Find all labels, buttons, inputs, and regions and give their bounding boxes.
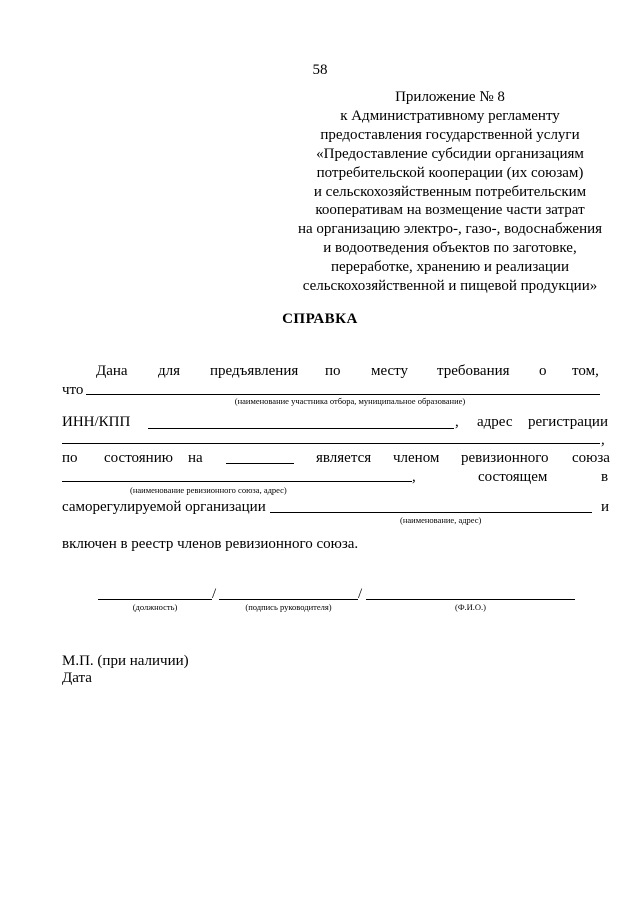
word: на (188, 450, 203, 466)
appendix-line: переработке, хранению и реализации (330, 259, 569, 276)
word: о (539, 363, 547, 379)
union-field[interactable] (62, 481, 412, 482)
caption-full-name: (Ф.И.О.) (454, 602, 487, 612)
appendix-line: Приложение № 8 (395, 89, 505, 105)
appendix-line: к Административному регламенту (340, 107, 560, 124)
document-title: СПРАВКА (282, 311, 358, 327)
word: союза (572, 450, 610, 466)
word-chto: что (62, 382, 84, 398)
caption-sro: (наименование, адрес) (400, 515, 482, 525)
comma: , (601, 432, 605, 448)
word: Дана (96, 363, 128, 379)
inn-label: ИНН/КПП (62, 414, 131, 430)
appendix-line: на организацию электро-, газо-, водоснабжения (297, 221, 603, 238)
participant-field[interactable] (86, 394, 600, 395)
caption-signature: (подпись руководителя) (245, 602, 332, 612)
word: является (316, 450, 372, 466)
appendix-line: потребительской кооперации (их союзам) (316, 164, 584, 181)
word: адрес (477, 414, 513, 430)
appendix-line: предоставления государственной услуги (320, 126, 580, 143)
page-number: 58 (312, 62, 328, 78)
date-label: Дата (62, 670, 92, 686)
comma: , (455, 414, 459, 430)
full-name-field[interactable] (366, 599, 575, 600)
caption-position: (должность) (132, 602, 178, 612)
date-field[interactable] (226, 463, 294, 464)
slash: / (212, 586, 217, 602)
caption-union: (наименование ревизионного союза, адрес) (130, 485, 287, 495)
word: по (62, 450, 78, 466)
appendix-line: «Предоставление субсидии организациям (316, 145, 584, 162)
word: в (601, 469, 609, 485)
caption-participant: (наименование участника отбора, муниципальное образование) (234, 396, 466, 406)
sro-label: саморегулируемой организации (62, 499, 266, 515)
registry-text: включен в реестр членов ревизионного союза. (62, 536, 359, 552)
inn-field[interactable] (148, 428, 454, 429)
word: предъявления (210, 363, 299, 379)
appendix-header (270, 88, 630, 296)
word: для (158, 363, 181, 379)
stamp-label: М.П. (при наличии) (62, 653, 189, 669)
word: регистрации (528, 414, 608, 430)
word: месту (371, 363, 409, 379)
word: и (601, 499, 610, 515)
position-field[interactable] (98, 599, 212, 600)
word: членом (393, 450, 440, 466)
sro-field[interactable] (270, 512, 592, 513)
word: по (325, 363, 341, 379)
word: требования (437, 363, 510, 379)
word: ревизионного (461, 450, 549, 466)
appendix-line: и сельскохозяйственным потребительским (313, 183, 587, 200)
word: том, (572, 363, 599, 379)
registration-address-field[interactable] (62, 443, 600, 444)
word: состоящем (478, 469, 548, 485)
appendix-line: сельскохозяйственной и пищевой продукции» (302, 278, 598, 295)
comma: , (412, 469, 416, 485)
slash: / (358, 586, 363, 602)
signature-field[interactable] (219, 599, 358, 600)
appendix-line: кооперативам на возмещение части затрат (315, 202, 585, 219)
appendix-line: и водоотведения объектов по заготовке, (323, 240, 577, 257)
word: состоянию (104, 450, 173, 466)
